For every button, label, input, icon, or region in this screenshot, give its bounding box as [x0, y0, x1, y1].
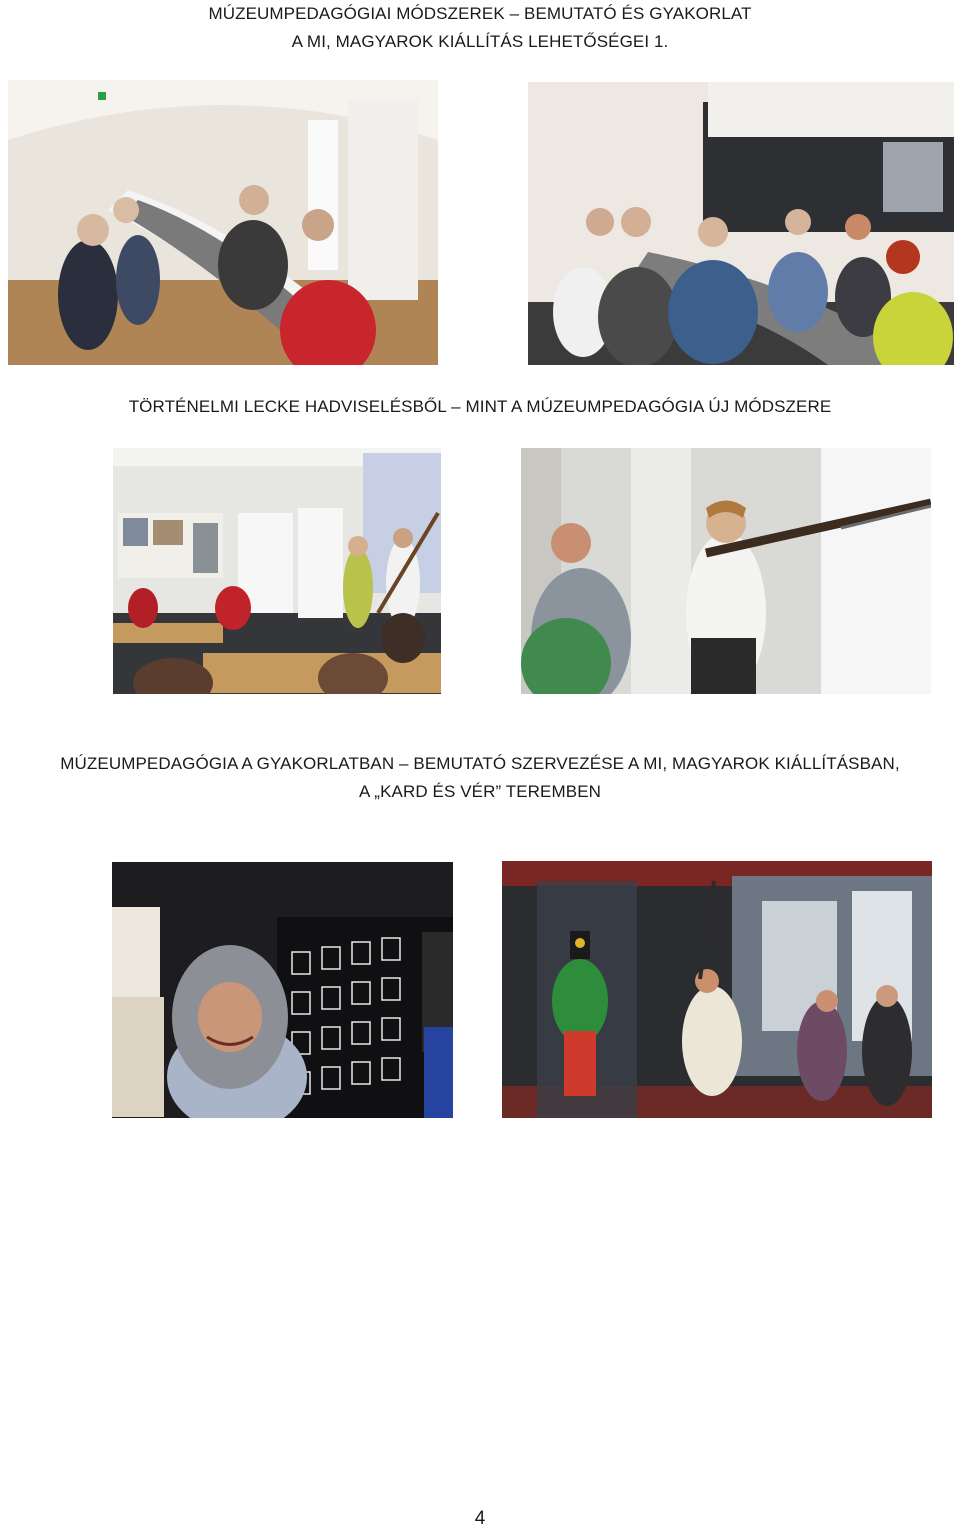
caption-1-text: TÖRTÉNELMI LECKE HADVISELÉSBŐL – MINT A MÚZEUMPEDAGÓGIA ÚJ MÓDSZERE — [128, 397, 832, 416]
page-number: 4 — [474, 1508, 486, 1529]
caption-2-line-1: MÚZEUMPEDAGÓGIA A GYAKORLATBAN – BEMUTATÓ SZERVEZÉSE A MI, MAGYAROK KIÁLLÍTÁSBAN, — [60, 754, 900, 773]
header-line-1: MÚZEUMPEDAGÓGIAI MÓDSZEREK – BEMUTATÓ ÉS GYAKORLAT — [208, 4, 752, 23]
caption-history-lesson — [0, 393, 960, 421]
photo-hussar-exhibit — [502, 861, 932, 1118]
caption-museum-practice — [0, 750, 960, 806]
page-header — [0, 0, 960, 56]
photo-exhibit-table-right — [528, 82, 954, 365]
photo-corridor-table-left — [8, 80, 438, 365]
header-line-2: A MI, MAGYAROK KIÁLLÍTÁS LEHETŐSÉGEI 1. — [291, 32, 669, 51]
photo-musket-demonstration — [521, 448, 931, 694]
photo-chainmail-hood — [112, 862, 453, 1118]
photo-classroom-presentation — [113, 448, 441, 694]
caption-2-line-2: A „KARD ÉS VÉR” TEREMBEN — [358, 782, 602, 801]
